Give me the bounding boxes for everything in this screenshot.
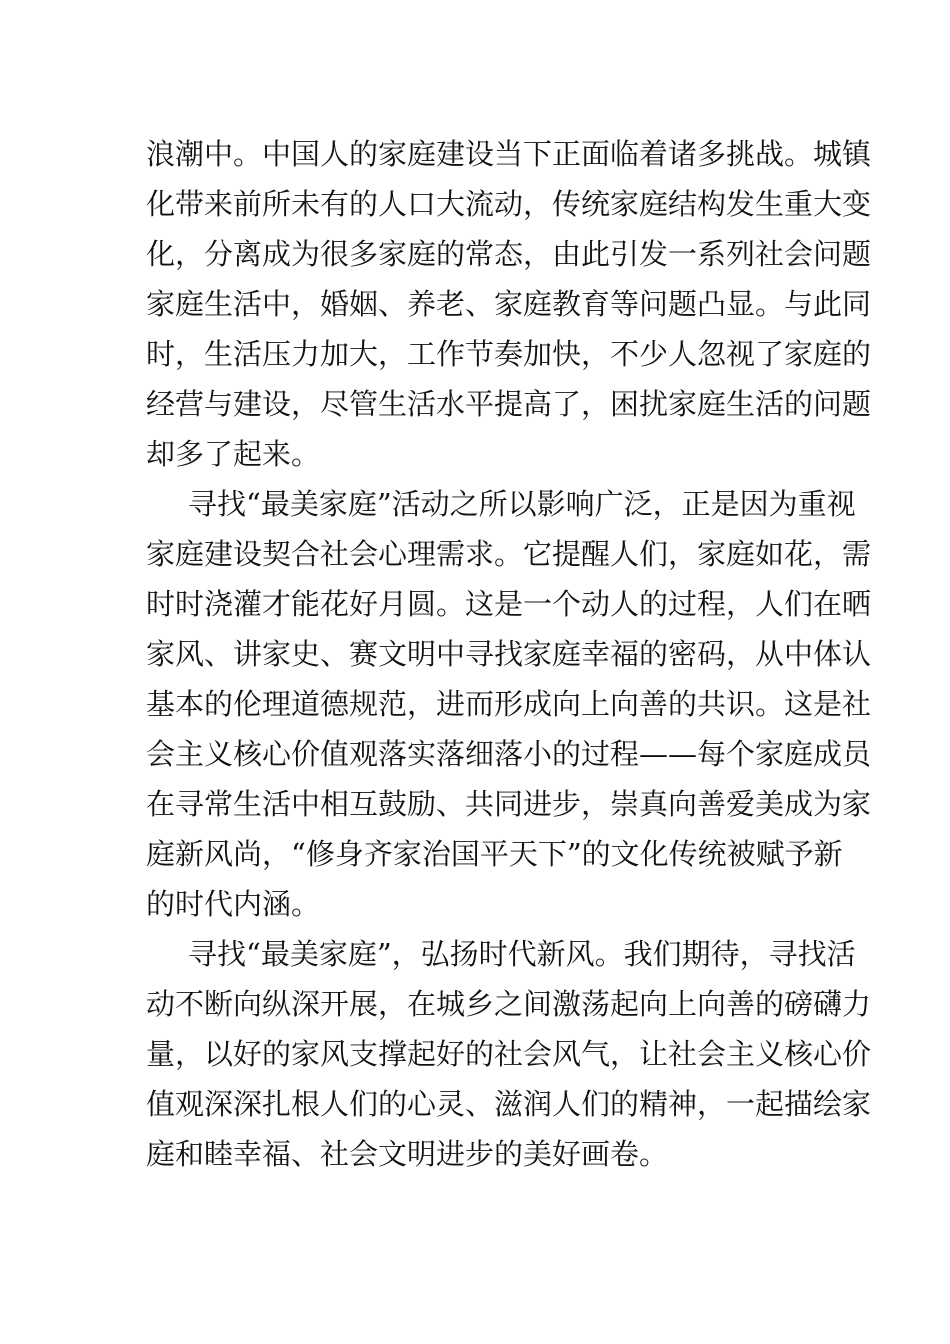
text-line: 动不断向纵深开展，在城乡之间激荡起向上向善的磅礴力 — [146, 987, 872, 1021]
text-line: 值观深深扎根人们的心灵、滋润人们的精神，一起描绘家 — [146, 1087, 872, 1121]
text-line: 时，生活压力加大，工作节奏加快，不少人忽视了家庭的 — [146, 337, 872, 371]
text-line: 庭和睦幸福、社会文明进步的美好画卷。 — [146, 1137, 669, 1171]
text-line: 量，以好的家风支撑起好的社会风气，让社会主义核心价 — [146, 1037, 872, 1071]
text-line: 家庭建设契合社会心理需求。它提醒人们，家庭如花，需 — [146, 537, 872, 571]
text-line: 时时浇灌才能花好月圆。这是一个动人的过程，人们在晒 — [146, 587, 872, 621]
text-line: 却多了起来。 — [146, 437, 321, 471]
text-line: 化，分离成为很多家庭的常态，由此引发一系列社会问题 — [146, 237, 872, 271]
text-line: 浪潮中。中国人的家庭建设当下正面临着诸多挑战。城镇 — [146, 137, 872, 171]
text-line: 经营与建设，尽管生活水平提高了，困扰家庭生活的问题 — [146, 387, 872, 421]
text-line: 家风、讲家史、赛文明中寻找家庭幸福的密码，从中体认 — [146, 637, 872, 671]
text-line: 化带来前所未有的人口大流动，传统家庭结构发生重大变 — [146, 187, 872, 221]
paragraph-first-line: 寻找“最美家庭”活动之所以影响广泛，正是因为重视 — [188, 487, 856, 521]
text-line: 基本的伦理道德规范，进而形成向上向善的共识。这是社 — [146, 687, 872, 721]
text-line: 在寻常生活中相互鼓励、共同进步，崇真向善爱美成为家 — [146, 787, 872, 821]
text-line: 会主义核心价值观落实落细落小的过程——每个家庭成员 — [146, 737, 872, 771]
text-line: 庭新风尚，“修身齐家治国平天下”的文化传统被赋予新 — [146, 837, 843, 871]
text-line: 家庭生活中，婚姻、养老、家庭教育等问题凸显。与此同 — [146, 287, 872, 321]
text-line: 的时代内涵。 — [146, 887, 321, 921]
paragraph-first-line: 寻找“最美家庭”，弘扬时代新风。我们期待，寻找活 — [188, 937, 856, 971]
